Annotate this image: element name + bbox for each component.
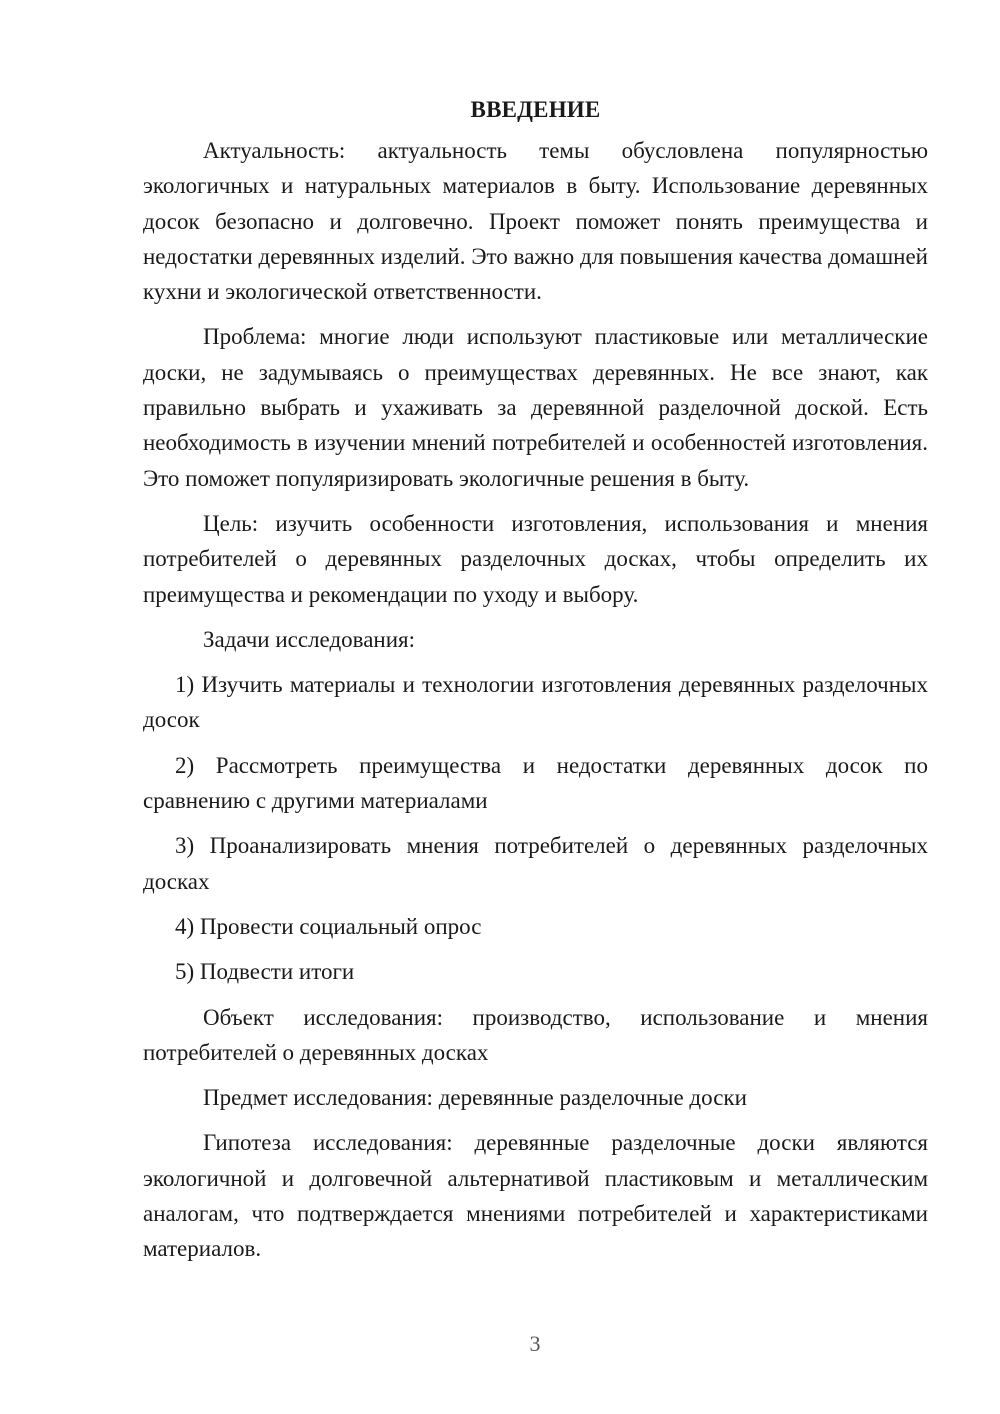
task-item: 4) Провести социальный опрос bbox=[175, 913, 482, 939]
hypothesis-paragraph: Гипотеза исследования: деревянные разделочные доски являются экологичной и долговечной альтернативой пластиковым и металлическим аналогам, что подтверждается мнениями потребителей и характеристиками материалов. bbox=[143, 1130, 928, 1262]
page-number: 3 bbox=[529, 1331, 541, 1356]
problem-paragraph: Проблема: многие люди используют пластиковые или металлические доски, не задумываясь о преимуществах деревянных. Не все знают, как правильно выбрать и ухаживать за деревянной разделочной доской. Есть необходимость в изучении мнений потребителей и особенностей изготовления. Это поможет популяризировать экологичные решения в быту. bbox=[143, 324, 928, 491]
task-item: 3) Проанализировать мнения потребителей о деревянных разделочных досках bbox=[143, 833, 928, 894]
goal-paragraph: Цель: изучить особенности изготовления, использования и мнения потребителей о деревянных разделочных досках, чтобы определить их преимущества и рекомендации по уходу и выбору. bbox=[143, 510, 928, 607]
section-title: ВВЕДЕНИЕ bbox=[470, 97, 601, 122]
object-paragraph: Объект исследования: производство, использование и мнения потребителей о деревянных досках bbox=[143, 1004, 928, 1065]
subject-paragraph: Предмет исследования: деревянные разделочные доски bbox=[203, 1085, 747, 1111]
tasks-heading: Задачи исследования: bbox=[203, 626, 416, 652]
relevance-paragraph: Актуальность: актуальность темы обусловлена популярностью экологичных и натуральных материалов в быту. Использование деревянных досок безопасно и долговечно. Проект поможет понять преимущества и недостатки деревянных изделий. Это важно для повышения качества домашней кухни и экологической ответственности. bbox=[143, 138, 928, 305]
task-item: 1) Изучить материалы и технологии изготовления деревянных разделочных досок bbox=[143, 672, 928, 733]
document-page bbox=[143, 92, 928, 1267]
task-item: 5) Подвести итоги bbox=[175, 959, 355, 985]
task-item: 2) Рассмотреть преимущества и недостатки деревянных досок по сравнению с другими материалами bbox=[143, 752, 928, 814]
